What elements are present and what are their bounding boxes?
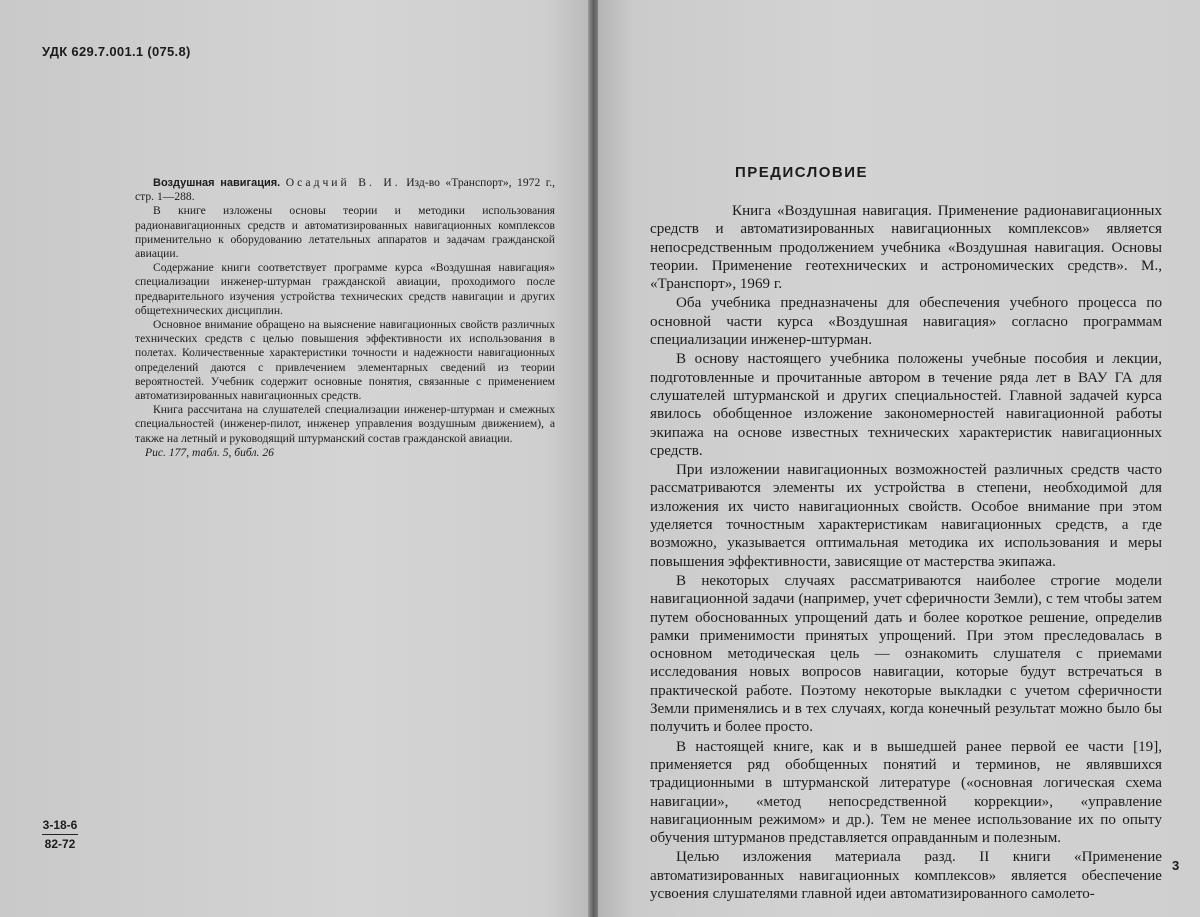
preface-title: ПРЕДИСЛОВИЕ <box>735 164 869 181</box>
udk-code: УДК 629.7.001.1 (075.8) <box>42 44 191 59</box>
page-number: 3 <box>1172 858 1180 873</box>
annotation-book-title: Воздушная навигация. <box>153 177 281 189</box>
left-page <box>0 0 592 917</box>
preface-paragraph: Книга «Воздушная навигация. Применение радионавигационных средств и автоматизированных навигационных комплексов» является непосредственным продолжением учебника «Воздушная навигация. Основы теории. Применение геотехнических и астрономических средств». М., «Транспорт», 1969 г. <box>650 203 1162 293</box>
annotation-figures: Рис. 177, табл. 5, библ. 26 <box>145 445 274 459</box>
preface-paragraph: В основу настоящего учебника положены учебные пособия и лекции, подготовленные и прочитанные автором в течение ряда лет в ВАУ ГА для слушателей штурманской и других специальностей. Главной задачей курса явилось обобщенное изложение закономерностей навигационной работы экипажа на основе известных технических характеристик навигационных средств. <box>650 351 1162 459</box>
publication-code-bottom: 82-72 <box>44 837 76 851</box>
preface-paragraph: Целью изложения материала разд. II книги «Применение автоматизированных навигационных комплексов» является обеспечение усвоения слушателями главной идеи автоматизированного самолето- <box>650 849 1162 902</box>
publication-code <box>42 818 78 851</box>
preface-paragraph: В настоящей книге, как и в вышедшей ранее первой ее части [19], применяется ряд обобщенных понятий и терминов, не являвшихся традиционными в штурманской литературе («основная логическая схема навигации», «метод непосредственной коррекции», «управление навигационным режимом» и др.). Тем не менее использование их по опыту обучения штурманов представляется оправданным и полезным. <box>650 738 1162 847</box>
preface-body <box>650 202 1162 904</box>
annotation-paragraph: В книге изложены основы теории и методики использования радионавигационных средств и автоматизированных навигационных комплексов применительно к оборудованию летательных аппаратов и задачам гражданской авиации. <box>135 204 555 261</box>
preface-paragraph: При изложении навигационных возможностей различных средств часто рассматриваются элементы их устройства в степени, необходимой для изложения их чисто навигационных свойств. Особое внимание при этом уделяется точностным характеристикам навигационных средств, а где возможно, указывается оптимальная методика их использования и меры повышения эффективности, зависящие от мастерства экипажа. <box>650 462 1162 570</box>
book-annotation <box>135 176 555 460</box>
preface-paragraph: В некоторых случаях рассматриваются наиболее строгие модели навигационной задачи (например, учет сферичности Земли), с тем чтобы затем путем обоснованных упрощений дать и более короткое решение, определив рамки применимости принятых упрощений. При этом преследовалась в основном методическая цель — ознакомить слушателя с приемами исследования новых вопросов навигации, которые будут встречаться в практической работе. Поэтому некоторые выкладки с учетом сферичности Земли применялись и в тех случаях, когда конечный результат можно было бы получить и более просто. <box>650 572 1162 736</box>
annotation-paragraph: Основное внимание обращено на выяснение навигационных свойств различных технических средств с целью повышения эффективности их использования в полетах. Количественные характеристики точности и надежности навигационных определений даются с привлечением элементарных сведений из теории вероятностей. Учебник содержит основные понятия, связанные с применением автоматизированных навигационных средств. <box>135 318 555 403</box>
fraction-line <box>42 834 78 835</box>
annotation-publisher: Изд-во «Транспорт», 1972 г., стр. 1—288. <box>135 176 556 204</box>
annotation-paragraph: Содержание книги соответствует программе курса «Воздушная навигация» специализации инженер-штурман гражданской авиации, проходимого после предварительного изучения устройства технических средств навигации и других общетехнических дисциплин. <box>135 261 555 317</box>
annotation-paragraph: Книга рассчитана на слушателей специализации инженер-штурман и смежных специальностей (инженер-пилот, инженер управления воздушным движением), а также на летный и руководящий штурманский состав гражданской авиации. <box>135 403 555 445</box>
publication-code-top: 3-18-6 <box>42 818 78 832</box>
preface-paragraph: Оба учебника предназначены для обеспечения учебного процесса по основной части курса «Воздушная навигация» согласно программам специализации инженер-штурман. <box>650 295 1162 349</box>
annotation-header <box>135 176 555 204</box>
annotation-author: Осадчий В. И. <box>285 176 401 189</box>
